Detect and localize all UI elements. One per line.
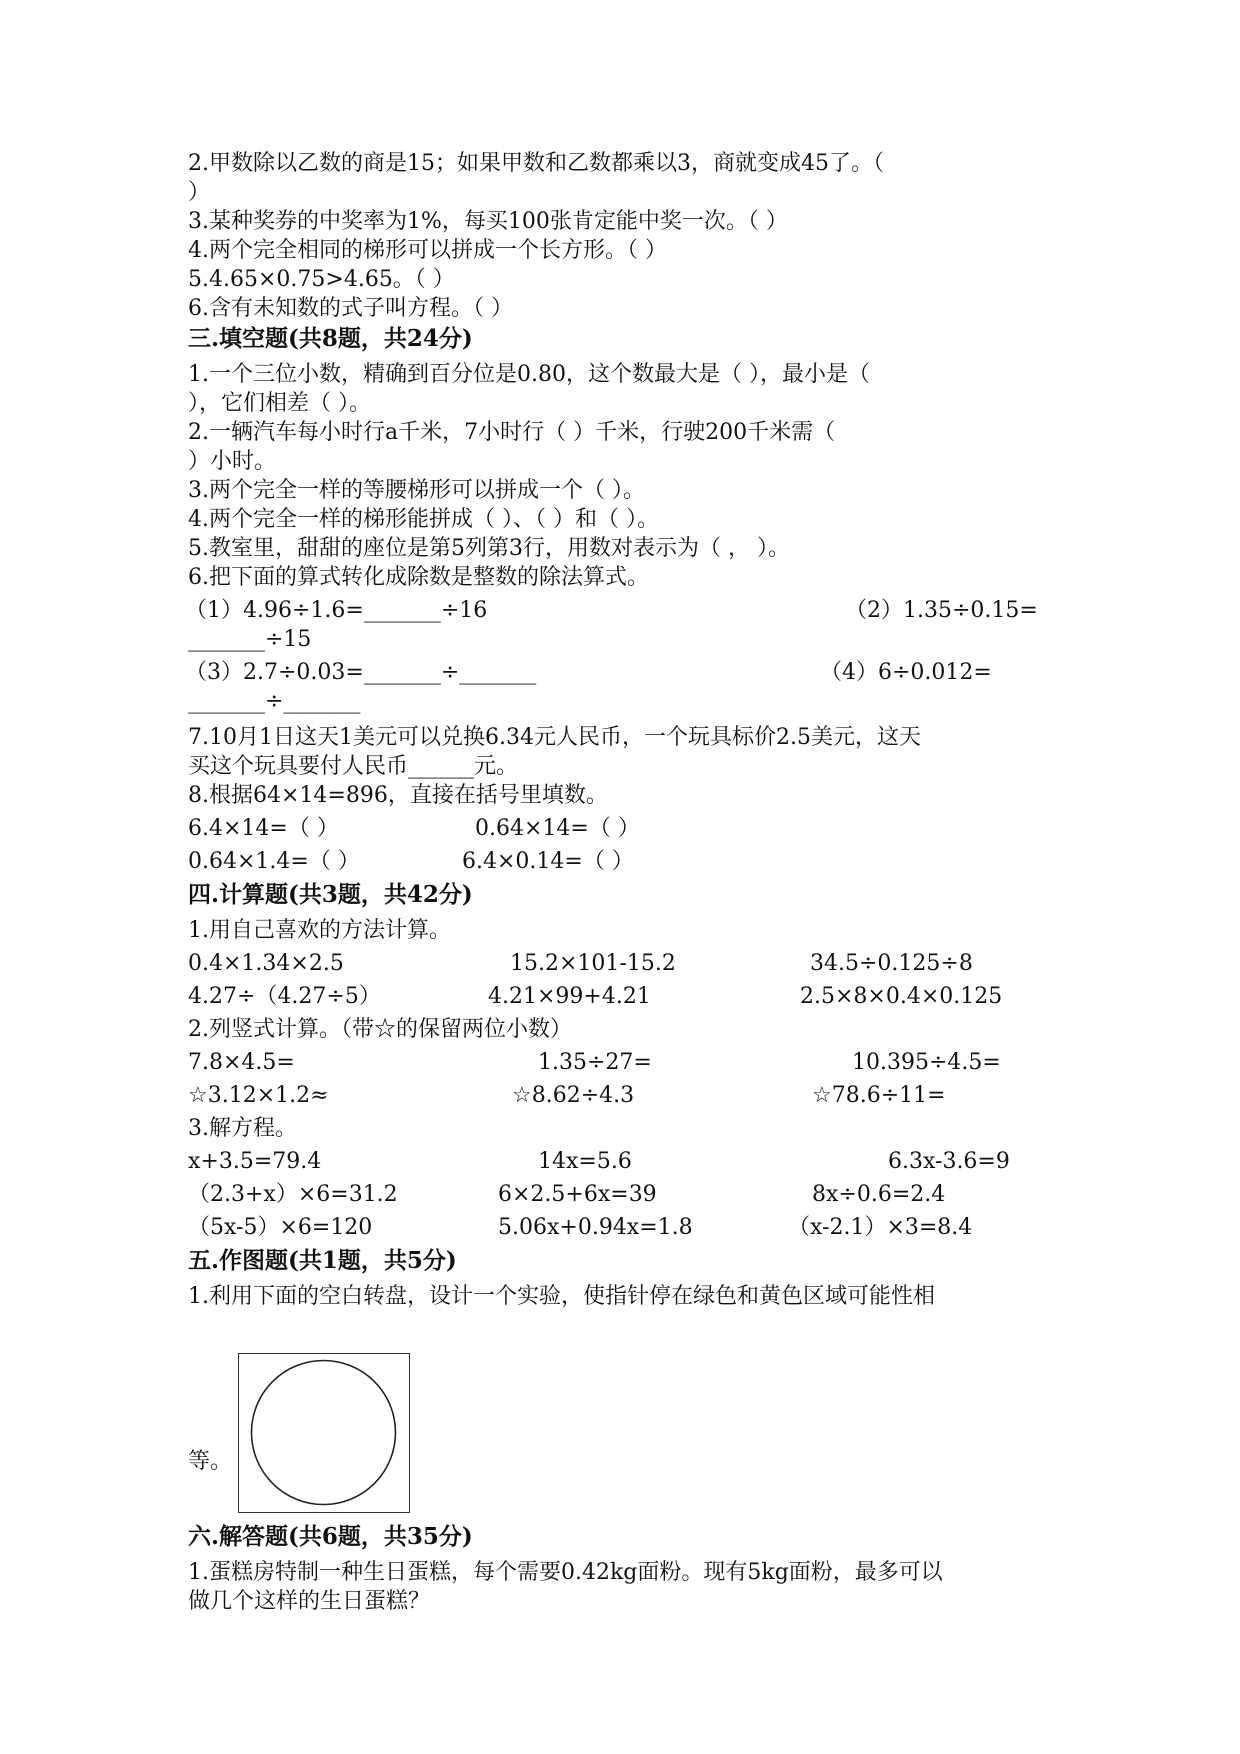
fill-6-part-4: （4）6÷0.012= [820,660,992,685]
fill-item-8: 8.根据64×14=896，直接在括号里填数。 [188,783,608,808]
fill-6-part-2-cont: _______÷15 [188,627,312,652]
equation: 8x÷0.6=2.4 [812,1182,946,1207]
fill-item-6: 6.把下面的算式转化成除数是整数的除法算式。 [188,565,649,590]
judgment-item-2: 2.甲数除以乙数的商是15；如果甲数和乙数都乘以3，商就变成45了。（ [188,151,884,176]
calc-1-expr: 2.5×8×0.4×0.125 [800,984,1003,1009]
calc-item-1: 1.用自己喜欢的方法计算。 [188,918,451,943]
judgment-item-4: 4.两个完全相同的梯形可以拼成一个长方形。（ ） [188,238,667,263]
calc-1-expr: 4.27÷（4.27÷5） [188,984,381,1009]
fill-item-1: 1.一个三位小数，精确到百分位是0.80，这个数最大是（ ），最小是（ [188,362,870,387]
equation: 6×2.5+6x=39 [498,1182,657,1207]
fill-8-b: 0.64×14=（ ） [475,816,640,841]
calc-2-expr: ☆3.12×1.2≈ [188,1083,329,1108]
calc-2-expr: ☆78.6÷11= [812,1083,946,1108]
judgment-item-5: 5.4.65×0.75>4.65。（ ） [188,267,455,292]
equation: 5.06x+0.94x=1.8 [498,1215,693,1240]
answer-item-1-cont: 做几个这样的生日蛋糕？ [188,1589,431,1614]
calc-2-expr: ☆8.62÷4.3 [512,1083,635,1108]
fill-item-2-cont: ）小时。 [188,449,277,474]
fill-8-d: 6.4×0.14=（ ） [462,849,634,874]
fill-item-7: 7.10月1日这天1美元可以兑换6.34元人民币，一个玩具标价2.5美元，这天 [188,725,921,750]
fill-item-3: 3.两个完全一样的等腰梯形可以拼成一个（ ）。 [188,478,645,503]
calc-item-3: 3.解方程。 [188,1116,297,1141]
equation: 6.3x-3.6=9 [888,1149,1010,1174]
blank-spinner-box [238,1353,410,1513]
answer-item-1: 1.蛋糕房特制一种生日蛋糕，每个需要0.42kg面粉。现有5kg面粉，最多可以 [188,1560,943,1585]
fill-6-part-4-cont: _______÷_______ [188,689,361,714]
blank-spinner-circle [239,1354,408,1511]
fill-item-5: 5.教室里，甜甜的座位是第5列第3行，用数对表示为（ ， ）。 [188,536,790,561]
calc-1-expr: 0.4×1.34×2.5 [188,951,344,976]
fill-8-c: 0.64×1.4=（ ） [188,849,360,874]
fill-8-a: 6.4×14=（ ） [188,816,339,841]
calc-2-expr: 7.8×4.5= [188,1050,295,1075]
drawing-item-1-end: 等。 [188,1449,233,1474]
equation: （2.3+x）×6=31.2 [188,1182,398,1207]
equation: （5x-5）×6=120 [188,1215,373,1240]
equation: 14x=5.6 [538,1149,632,1174]
calc-1-expr: 34.5÷0.125÷8 [810,951,973,976]
fill-item-7-cont: 买这个玩具要付人民币______元。 [188,754,519,779]
drawing-item-1: 1.利用下面的空白转盘，设计一个实验，使指针停在绿色和黄色区域可能性相 [188,1284,935,1309]
fill-item-4: 4.两个完全一样的梯形能拼成（ ）、（ ）和（ ）。 [188,507,659,532]
judgment-item-3: 3.某种奖券的中奖率为1%，每买100张肯定能中奖一次。（ ） [188,209,788,234]
calc-2-expr: 10.395÷4.5= [852,1050,1001,1075]
section-3-heading: 三.填空题(共8题，共24分) [188,325,473,352]
equation: x+3.5=79.4 [188,1149,322,1174]
judgment-item-6: 6.含有未知数的式子叫方程。（ ） [188,296,513,321]
fill-6-part-2: （2）1.35÷0.15= [845,598,1038,623]
equation: （x-2.1）×3=8.4 [788,1215,973,1240]
section-6-heading: 六.解答题(共6题，共35分) [188,1523,473,1550]
section-5-heading: 五.作图题(共1题，共5分) [188,1247,457,1274]
calc-2-expr: 1.35÷27= [538,1050,652,1075]
fill-item-1-cont: ），它们相差（ ）。 [188,391,371,416]
fill-item-2: 2.一辆汽车每小时行a千米，7小时行（ ）千米，行驶200千米需（ [188,420,836,445]
fill-6-part-3: （3）2.7÷0.03=_______÷_______ [185,660,537,685]
calc-item-2: 2.列竖式计算。（带☆的保留两位小数） [188,1017,572,1042]
judgment-item-2-cont: ） [188,180,211,205]
calc-1-expr: 4.21×99+4.21 [488,984,651,1009]
calc-1-expr: 15.2×101-15.2 [510,951,676,976]
section-4-heading: 四.计算题(共3题，共42分) [188,881,473,908]
fill-6-part-1: （1）4.96÷1.6=_______÷16 [185,598,488,623]
